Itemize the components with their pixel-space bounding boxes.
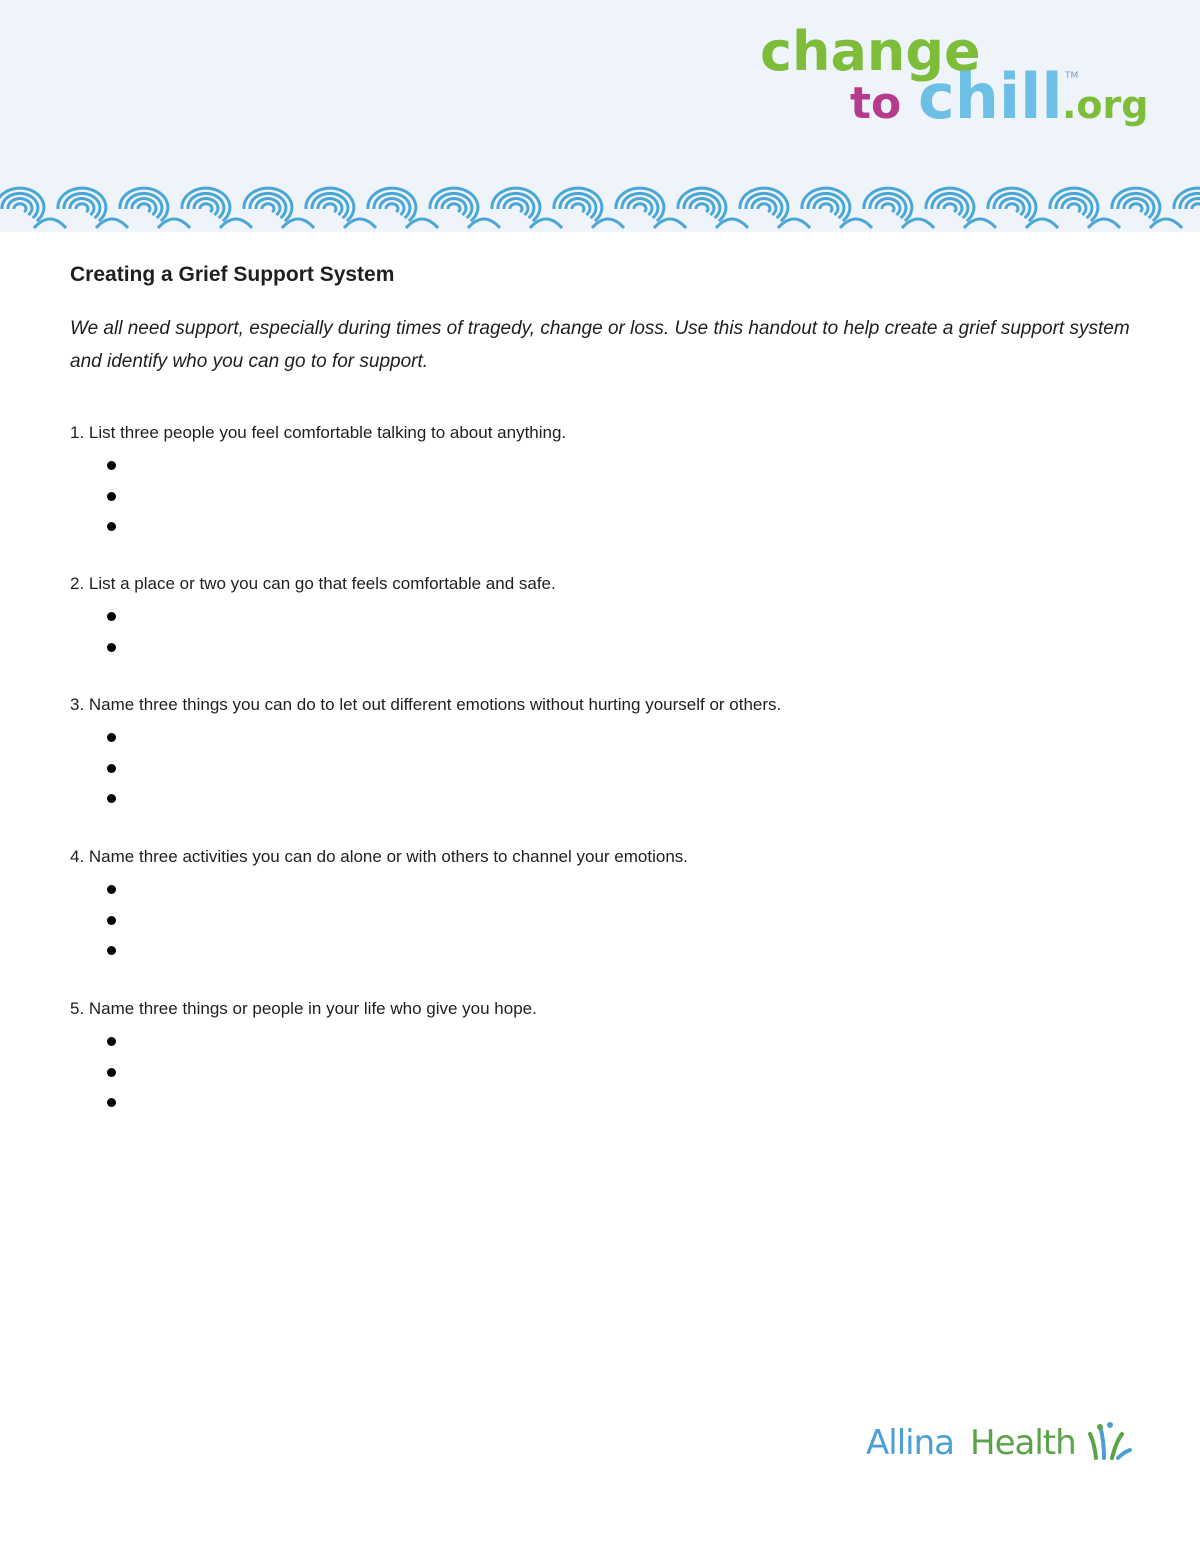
- answer-list: [70, 601, 556, 662]
- swirl-stroke: [628, 199, 652, 215]
- swirl-stroke: [194, 199, 218, 215]
- leaf-icon: [1090, 1422, 1130, 1458]
- logo-to-text: to: [850, 78, 902, 129]
- answer-bullet: [70, 935, 688, 966]
- swirl-stroke: [318, 199, 342, 215]
- swirl-stroke: [882, 204, 894, 212]
- question-block-4: [70, 844, 688, 966]
- answer-bullet: [70, 450, 566, 481]
- swirl-stroke: [696, 204, 708, 212]
- answer-bullet: [70, 601, 556, 632]
- logo-change-text: change: [760, 20, 981, 83]
- page-header: [0, 0, 1200, 232]
- question-label: 5. Name three things or people in your life who give you hope.: [70, 999, 537, 1018]
- swirl-stroke: [1062, 199, 1086, 215]
- change-to-chill-logo: [760, 20, 1160, 130]
- logo-org-text: .org: [1062, 83, 1149, 127]
- swirl-pattern-band: [0, 180, 1200, 232]
- swirl-stroke: [442, 199, 466, 215]
- swirl-stroke: [70, 199, 94, 215]
- answer-bullet: [70, 722, 781, 753]
- swirl-stroke: [256, 199, 280, 215]
- swirl-stroke: [752, 199, 776, 215]
- bullet-icon: [107, 885, 116, 894]
- logo-allina-text: Allina: [866, 1423, 954, 1463]
- swirl-stroke: [758, 204, 770, 212]
- bullet-icon: [107, 1037, 116, 1046]
- answer-list: [70, 450, 566, 542]
- handout-content: [70, 260, 1130, 1018]
- bullet-icon: [107, 733, 116, 742]
- swirl-stroke: [380, 199, 404, 215]
- logo-chill-text: chill: [918, 60, 1063, 130]
- question-block-2: [70, 571, 556, 662]
- swirl-stroke: [1068, 204, 1080, 212]
- bullet-icon: [107, 764, 116, 773]
- swirl-stroke: [504, 199, 528, 215]
- question-label: 1. List three people you feel comfortable talking to about anything.: [70, 423, 567, 442]
- bullet-icon: [107, 794, 116, 803]
- answer-bullet: [70, 1057, 537, 1088]
- answer-bullet: [70, 1087, 537, 1118]
- swirl-stroke: [262, 204, 274, 212]
- swirl-stroke: [76, 204, 88, 212]
- swirl-stroke: [386, 204, 398, 212]
- swirl-stroke: [572, 204, 584, 212]
- answer-bullet: [70, 632, 556, 663]
- bullet-icon: [107, 643, 116, 652]
- logo-health-text: Health: [970, 1423, 1076, 1463]
- answer-bullet: [70, 753, 781, 784]
- question-block-5: [70, 996, 537, 1118]
- bullet-icon: [107, 1098, 116, 1107]
- answer-bullet: [70, 874, 688, 905]
- swirl-stroke: [566, 199, 590, 215]
- swirl-stroke: [1000, 199, 1024, 215]
- bullet-icon: [107, 492, 116, 501]
- swirl-stroke: [1130, 204, 1142, 212]
- bullet-icon: [107, 522, 116, 531]
- swirl-stroke: [876, 199, 900, 215]
- swirl-stroke: [14, 204, 26, 212]
- swirl-stroke: [634, 204, 646, 212]
- page-title: Creating a Grief Support System: [70, 263, 395, 286]
- bullet-icon: [107, 946, 116, 955]
- question-label: 3. Name three things you can do to let out different emotions without hurting yourself or others.: [70, 695, 782, 714]
- answer-bullet: [70, 783, 781, 814]
- bullet-icon: [107, 1068, 116, 1077]
- swirl-stroke: [1006, 204, 1018, 212]
- logo-tm-text: TM: [1065, 71, 1079, 81]
- question-label: 2. List a place or two you can go that feels comfortable and safe.: [70, 574, 556, 593]
- swirl-stroke: [820, 204, 832, 212]
- swirl-stroke: [138, 204, 150, 212]
- allina-health-logo: [866, 1418, 1136, 1466]
- swirl-stroke: [448, 204, 460, 212]
- swirl-stroke: [944, 204, 956, 212]
- answer-list: [70, 722, 781, 814]
- bullet-icon: [107, 612, 116, 621]
- question-label: 4. Name three activities you can do alone or with others to channel your emotions.: [70, 847, 689, 866]
- swirl-stroke: [814, 199, 838, 215]
- bullet-icon: [107, 461, 116, 470]
- question-block-3: [70, 692, 781, 814]
- swirl-stroke: [1124, 199, 1148, 215]
- intro-paragraph: We all need support, especially during times of tragedy, change or loss. Use this handout to help create a grief support system and identify who you can go to for support.: [70, 318, 1130, 372]
- swirl-stroke: [8, 199, 32, 215]
- answer-list: [70, 874, 688, 966]
- swirl-stroke: [132, 199, 156, 215]
- swirl-stroke: [324, 204, 336, 212]
- question-block-1: [70, 420, 566, 542]
- answer-bullet: [70, 481, 566, 512]
- bullet-icon: [107, 916, 116, 925]
- swirl-stroke: [938, 199, 962, 215]
- swirl-stroke: [690, 199, 714, 215]
- swirl-stroke: [510, 204, 522, 212]
- answer-bullet: [70, 1026, 537, 1057]
- swirl-stroke: [200, 204, 212, 212]
- answer-bullet: [70, 511, 566, 542]
- answer-bullet: [70, 905, 688, 936]
- swirl-stroke: [1192, 204, 1200, 212]
- answer-list: [70, 1026, 537, 1118]
